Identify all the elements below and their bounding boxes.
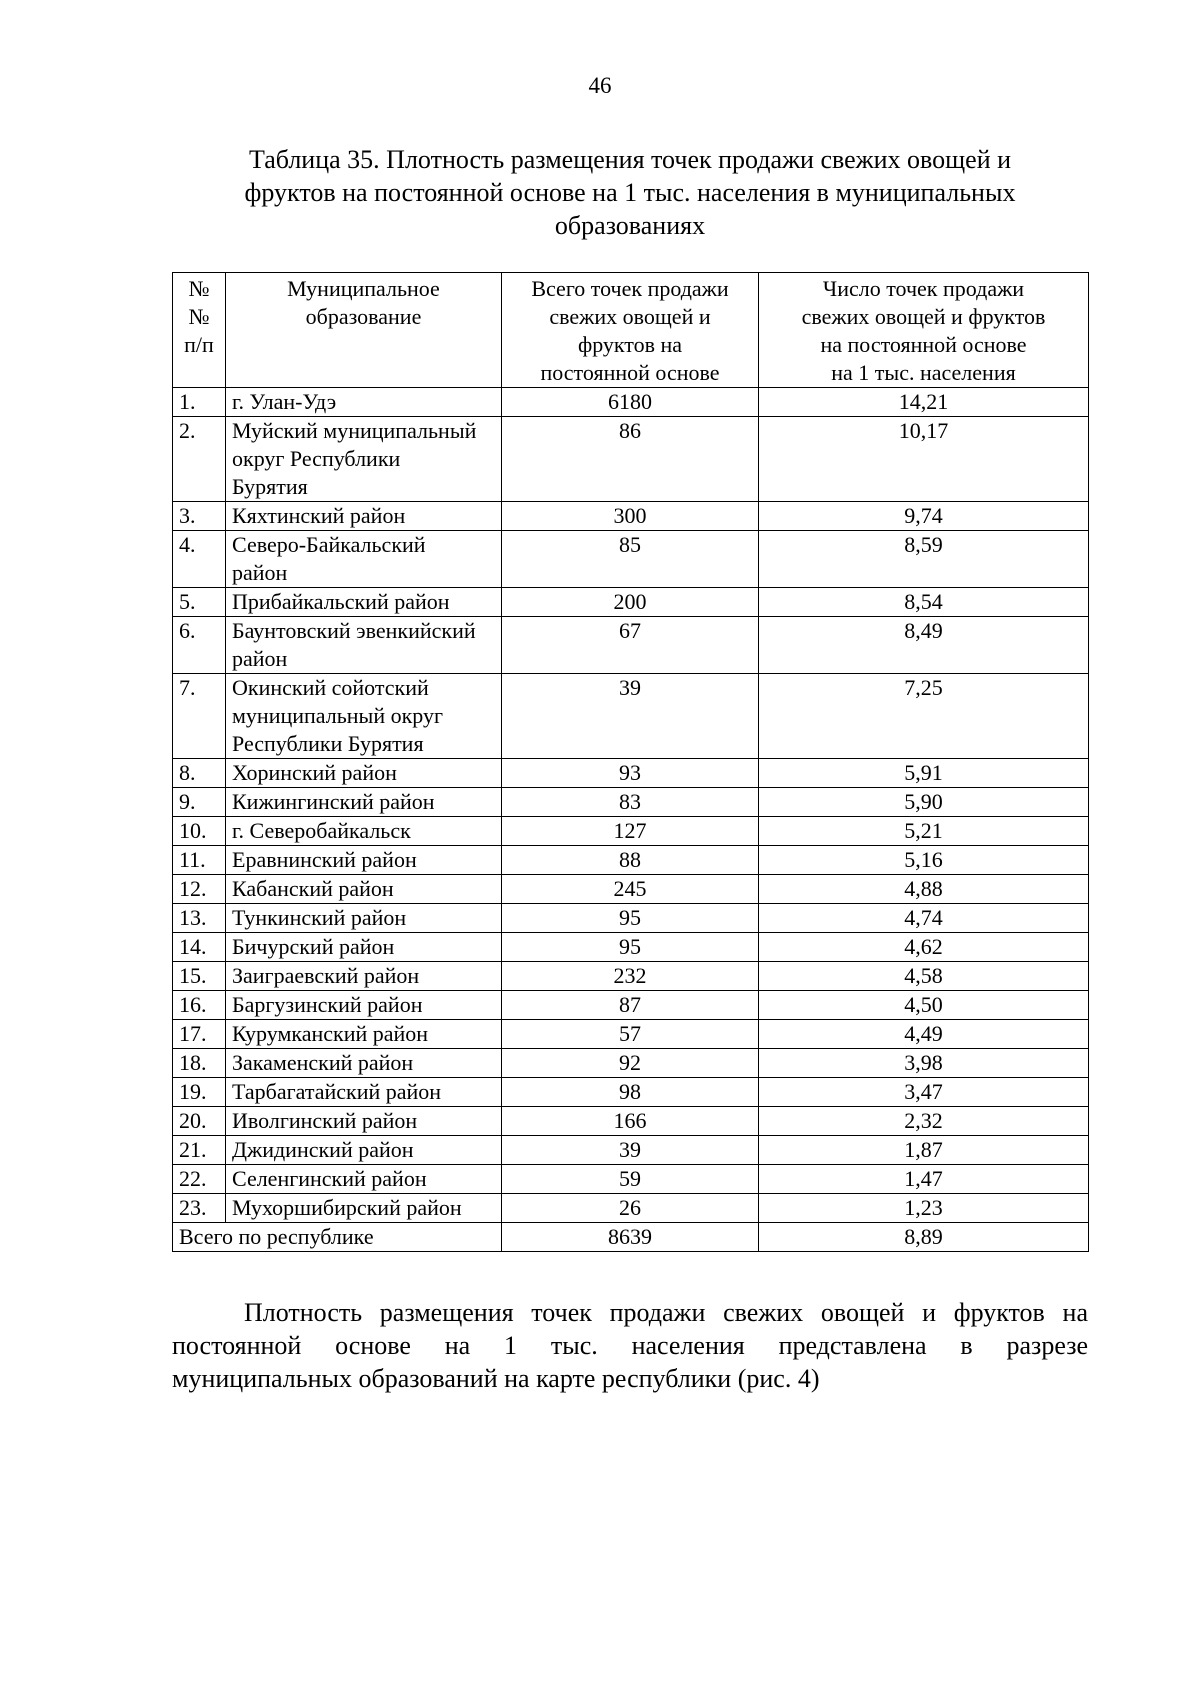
municipality-name-line: Заиграевский район — [232, 963, 420, 988]
municipality-name-line: г. Улан-Удэ — [232, 389, 337, 414]
municipality-name — [226, 417, 502, 502]
table-header-row — [173, 273, 1089, 388]
table-title-line: образованиях — [554, 211, 706, 240]
municipality-name — [226, 1107, 502, 1136]
total-density: 8,89 — [759, 1223, 1089, 1252]
municipality-name-line: Курумканский район — [232, 1021, 429, 1046]
municipality-name — [226, 674, 502, 759]
total-row — [173, 1223, 1089, 1252]
row-number: 10. — [173, 817, 226, 846]
density-per-thousand: 1,47 — [759, 1165, 1089, 1194]
municipality-name-line: Бичурский район — [232, 934, 395, 959]
total-points: 98 — [502, 1078, 759, 1107]
table-row — [173, 417, 1089, 502]
table-body — [173, 388, 1089, 1223]
table-row — [173, 588, 1089, 617]
density-per-thousand: 4,49 — [759, 1020, 1089, 1049]
total-points: 83 — [502, 788, 759, 817]
municipality-name-line: Бурятия — [232, 474, 308, 499]
row-number: 22. — [173, 1165, 226, 1194]
municipality-name — [226, 617, 502, 674]
row-number: 13. — [173, 904, 226, 933]
row-number: 5. — [173, 588, 226, 617]
density-per-thousand: 8,59 — [759, 531, 1089, 588]
row-number: 11. — [173, 846, 226, 875]
row-number: 2. — [173, 417, 226, 502]
density-per-thousand: 8,49 — [759, 617, 1089, 674]
total-points: 95 — [502, 904, 759, 933]
total-points: 245 — [502, 875, 759, 904]
table-title — [190, 143, 1070, 242]
density-per-thousand: 5,21 — [759, 817, 1089, 846]
municipality-name-line: Баргузинский район — [232, 992, 423, 1017]
municipality-name-line: район — [232, 560, 288, 585]
municipality-name — [226, 962, 502, 991]
density-per-thousand: 1,23 — [759, 1194, 1089, 1223]
density-per-thousand: 3,47 — [759, 1078, 1089, 1107]
density-per-thousand: 3,98 — [759, 1049, 1089, 1078]
row-number: 21. — [173, 1136, 226, 1165]
total-points: 300 — [502, 502, 759, 531]
table-row — [173, 1194, 1089, 1223]
total-points: 88 — [502, 846, 759, 875]
total-points: 57 — [502, 1020, 759, 1049]
municipality-name-line: Муйский муниципальный — [232, 418, 477, 443]
municipality-name — [226, 904, 502, 933]
table-row — [173, 817, 1089, 846]
body-paragraph — [172, 1296, 1088, 1395]
table-row — [173, 933, 1089, 962]
page-number: 46 — [588, 73, 612, 98]
row-number: 15. — [173, 962, 226, 991]
table-row — [173, 1078, 1089, 1107]
table-row — [173, 674, 1089, 759]
table-row — [173, 846, 1089, 875]
row-number: 12. — [173, 875, 226, 904]
table-row — [173, 991, 1089, 1020]
header-total: Всего точек продажи свежих овощей и фруктов на постоянной основе — [502, 273, 759, 388]
municipality-name-line: Мухоршибирский район — [232, 1195, 462, 1220]
municipality-name-line: Баунтовский эвенкийский — [232, 618, 476, 643]
municipality-name-line: район — [232, 646, 288, 671]
municipality-name — [226, 531, 502, 588]
density-per-thousand: 5,16 — [759, 846, 1089, 875]
municipality-name-line: муниципальный округ — [232, 703, 444, 728]
municipality-name-line: Северо-Байкальский — [232, 532, 426, 557]
row-number: 19. — [173, 1078, 226, 1107]
density-per-thousand: 8,54 — [759, 588, 1089, 617]
municipality-name — [226, 817, 502, 846]
row-number: 9. — [173, 788, 226, 817]
total-label: Всего по республике — [173, 1223, 502, 1252]
row-number: 18. — [173, 1049, 226, 1078]
table-row — [173, 904, 1089, 933]
municipality-name-line: Джидинский район — [232, 1137, 414, 1162]
header-name: Муниципальное образование — [226, 273, 502, 388]
municipality-name — [226, 1078, 502, 1107]
table-row — [173, 502, 1089, 531]
municipality-name-line: Кабанский район — [232, 876, 394, 901]
municipality-name — [226, 502, 502, 531]
total-sum: 8639 — [502, 1223, 759, 1252]
total-points: 59 — [502, 1165, 759, 1194]
municipality-name-line: Кижингинский район — [232, 789, 435, 814]
total-points: 92 — [502, 1049, 759, 1078]
density-per-thousand: 4,74 — [759, 904, 1089, 933]
total-points: 127 — [502, 817, 759, 846]
table-row — [173, 875, 1089, 904]
table-row — [173, 388, 1089, 417]
total-points: 166 — [502, 1107, 759, 1136]
data-table — [172, 272, 1089, 1252]
municipality-name — [226, 933, 502, 962]
municipality-name — [226, 788, 502, 817]
table-row — [173, 1136, 1089, 1165]
municipality-name-line: Прибайкальский район — [232, 589, 450, 614]
municipality-name — [226, 1049, 502, 1078]
density-per-thousand: 4,62 — [759, 933, 1089, 962]
municipality-name-line: г. Северобайкальск — [232, 818, 411, 843]
total-points: 86 — [502, 417, 759, 502]
municipality-name — [226, 875, 502, 904]
total-points: 6180 — [502, 388, 759, 417]
table-row — [173, 962, 1089, 991]
density-per-thousand: 5,91 — [759, 759, 1089, 788]
row-number: 17. — [173, 1020, 226, 1049]
table-title-line: фруктов на постоянной основе на 1 тыс. населения в муниципальных — [244, 178, 1016, 207]
municipality-name — [226, 1165, 502, 1194]
table-row — [173, 788, 1089, 817]
municipality-name-line: Республики Бурятия — [232, 731, 424, 756]
municipality-name — [226, 759, 502, 788]
municipality-name-line: округ Республики — [232, 446, 401, 471]
row-number: 14. — [173, 933, 226, 962]
density-per-thousand: 5,90 — [759, 788, 1089, 817]
municipality-name-line: Тункинский район — [232, 905, 407, 930]
total-points: 232 — [502, 962, 759, 991]
table-row — [173, 531, 1089, 588]
table-row — [173, 759, 1089, 788]
municipality-name-line: Хоринский район — [232, 760, 397, 785]
total-points: 93 — [502, 759, 759, 788]
total-points: 39 — [502, 1136, 759, 1165]
paragraph-line: муниципальных образований на карте республики (рис. 4) — [172, 1364, 820, 1393]
row-number: 1. — [173, 388, 226, 417]
municipality-name — [226, 1136, 502, 1165]
paragraph-line: постоянной основе на 1 тыс. населения представлена в разрезе — [172, 1331, 1088, 1360]
table-row — [173, 1107, 1089, 1136]
density-per-thousand: 4,50 — [759, 991, 1089, 1020]
municipality-name-line: Закаменский район — [232, 1050, 414, 1075]
density-per-thousand: 7,25 — [759, 674, 1089, 759]
density-per-thousand: 1,87 — [759, 1136, 1089, 1165]
municipality-name — [226, 588, 502, 617]
table-row — [173, 1165, 1089, 1194]
row-number: 8. — [173, 759, 226, 788]
municipality-name — [226, 846, 502, 875]
total-points: 67 — [502, 617, 759, 674]
total-points: 39 — [502, 674, 759, 759]
row-number: 7. — [173, 674, 226, 759]
municipality-name-line: Окинский сойотский — [232, 675, 429, 700]
municipality-name — [226, 991, 502, 1020]
row-number: 20. — [173, 1107, 226, 1136]
table-row — [173, 1020, 1089, 1049]
header-num: № № п/п — [173, 273, 226, 388]
density-per-thousand: 4,58 — [759, 962, 1089, 991]
municipality-name-line: Иволгинский район — [232, 1108, 418, 1133]
density-per-thousand: 4,88 — [759, 875, 1089, 904]
row-number: 16. — [173, 991, 226, 1020]
municipality-name-line: Еравнинский район — [232, 847, 417, 872]
municipality-name-line: Тарбагатайский район — [232, 1079, 442, 1104]
row-number: 3. — [173, 502, 226, 531]
density-per-thousand: 10,17 — [759, 417, 1089, 502]
municipality-name-line: Кяхтинский район — [232, 503, 406, 528]
table-row — [173, 617, 1089, 674]
total-points: 26 — [502, 1194, 759, 1223]
total-points: 85 — [502, 531, 759, 588]
row-number: 23. — [173, 1194, 226, 1223]
total-points: 200 — [502, 588, 759, 617]
density-per-thousand: 14,21 — [759, 388, 1089, 417]
total-points: 95 — [502, 933, 759, 962]
total-points: 87 — [502, 991, 759, 1020]
density-per-thousand: 9,74 — [759, 502, 1089, 531]
table-row — [173, 1049, 1089, 1078]
municipality-name — [226, 1020, 502, 1049]
density-per-thousand: 2,32 — [759, 1107, 1089, 1136]
municipality-name — [226, 1194, 502, 1223]
municipality-name — [226, 388, 502, 417]
table-title-line: Таблица 35. Плотность размещения точек продажи свежих овощей и — [248, 145, 1012, 174]
paragraph-line: Плотность размещения точек продажи свежих овощей и фруктов на — [244, 1298, 1088, 1327]
row-number: 4. — [173, 531, 226, 588]
row-number: 6. — [173, 617, 226, 674]
municipality-name-line: Селенгинский район — [232, 1166, 427, 1191]
header-density: Число точек продажи свежих овощей и фруктов на постоянной основе на 1 тыс. населения — [759, 273, 1089, 388]
